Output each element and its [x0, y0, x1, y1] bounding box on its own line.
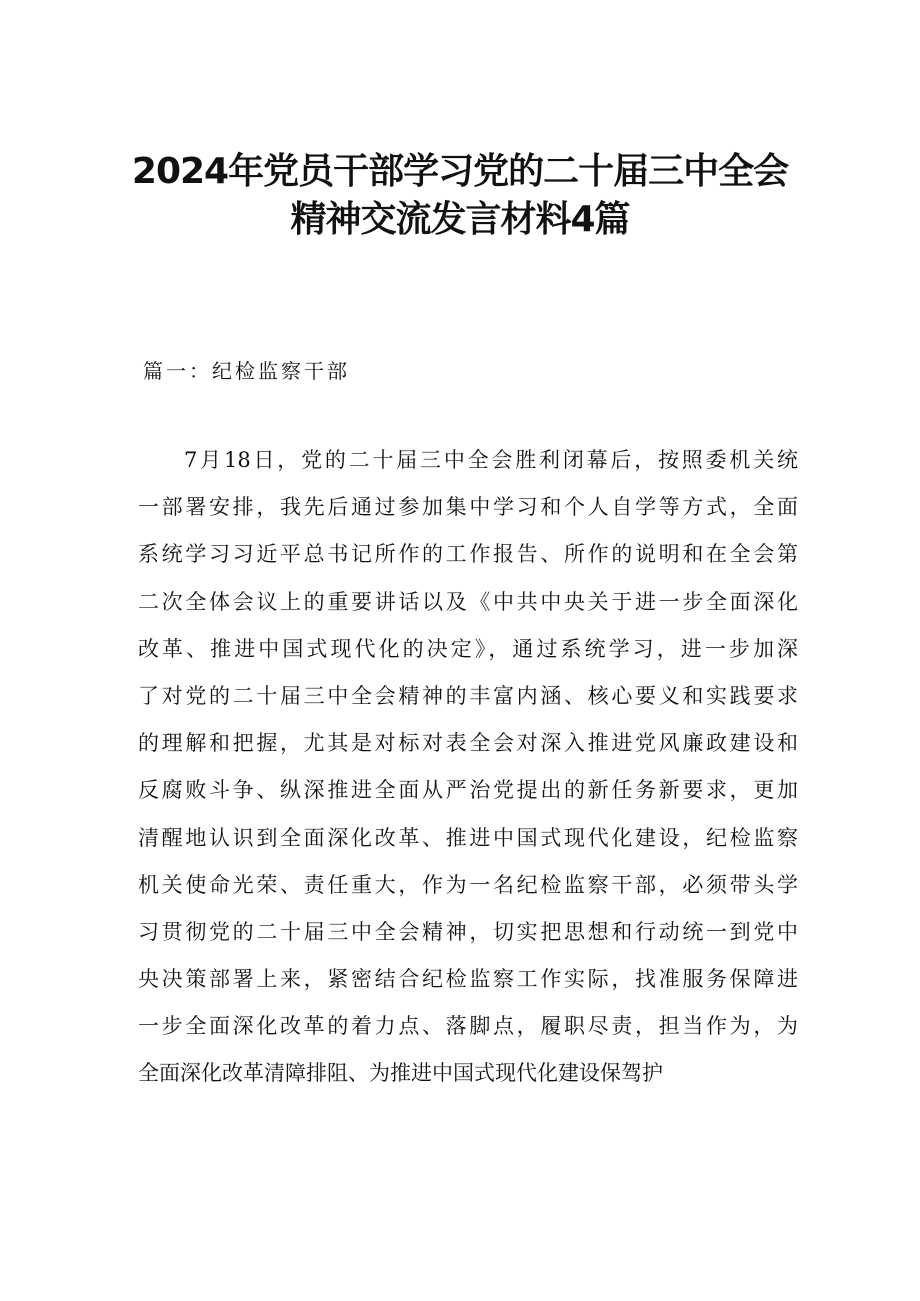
paragraph-line: 改革、推进中国式现代化的决定》，通过系统学习，进一步加深: [138, 636, 798, 661]
paragraph-line: 二次全体会议上的重要讲话以及《中共中央关于进一步全面深化: [138, 589, 798, 614]
paragraph-line: 系统学习习近平总书记所作的工作报告、所作的说明和在全会第: [138, 542, 798, 567]
document-title-line-2: 精神交流发言材料4篇: [290, 199, 630, 240]
paragraph-line: 一部署安排，我先后通过参加集中学习和个人自学等方式，全面: [138, 495, 798, 520]
paragraph-line: 全面深化改革清障排阻、为推进中国式现代化建设保驾护: [138, 1061, 663, 1086]
paragraph-line: 7月18日，党的二十届三中全会胜利闭幕后，按照委机关统: [184, 448, 798, 472]
paragraph-line: 机关使命光荣、责任重大，作为一名纪检监察干部，必须带头学: [138, 872, 798, 897]
paragraph-line: 一步全面深化改革的着力点、落脚点，履职尽责，担当作为，为: [138, 1014, 798, 1039]
paragraph-line: 了对党的二十届三中全会精神的丰富内涵、核心要义和实践要求: [138, 683, 798, 708]
paragraph-line: 反腐败斗争、纵深推进全面从严治党提出的新任务新要求，更加: [138, 778, 798, 803]
body-paragraph: [138, 448, 798, 1109]
section-heading: 篇一：纪检监察干部: [143, 359, 350, 383]
paragraph-line: 的理解和把握，尤其是对标对表全会对深入推进党风廉政建设和: [138, 731, 798, 756]
paragraph-line: 清醒地认识到全面深化改革、推进中国式现代化建设，纪检监察: [138, 825, 798, 850]
document-title-line-1: 2024年党员干部学习党的二十届三中全会: [131, 151, 789, 192]
paragraph-line: 央决策部署上来，紧密结合纪检监察工作实际，找准服务保障进: [138, 967, 798, 992]
paragraph-line: 习贯彻党的二十届三中全会精神，切实把思想和行动统一到党中: [138, 919, 798, 944]
